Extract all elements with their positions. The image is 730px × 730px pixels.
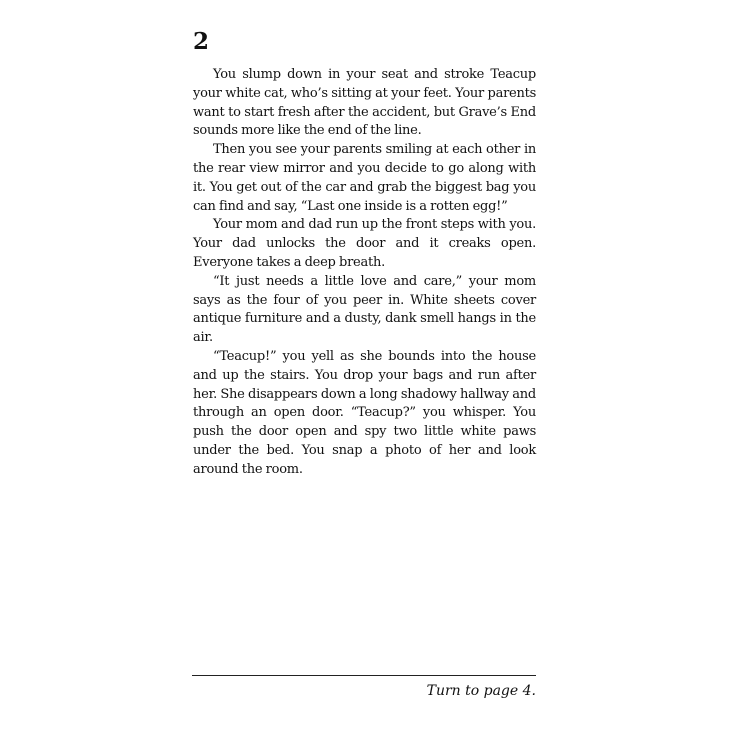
story-text — [193, 66, 536, 480]
paragraph: Then you see your parents smiling at each other in the rear view mirror and you decide to go along with it. You get out of the car and grab the biggest bag you can find and say, “Last one inside is a rotten egg!” — [193, 142, 536, 214]
paragraph: “It just needs a little love and care,” your mom says as the four of you peer in. White sheets cover antique furniture and a dusty, dank smell hangs in the air. — [193, 273, 536, 346]
paragraph: Your mom and dad run up the front steps with you. Your dad unlocks the door and it creaks open. Everyone takes a deep breath. — [193, 217, 536, 270]
paragraph: “Teacup!” you yell as she bounds into the house and up the stairs. You drop your bags and run after her. She disappears down a long shadowy hallway and through an open door. “Teacup?” you whisper. You push the door open and spy two little white paws under the bed. You snap a photo of her and look around the room. — [193, 348, 536, 477]
turn-to-page-instruction: Turn to page 4. — [426, 683, 536, 699]
page-number: 2 — [193, 28, 210, 55]
footer-divider — [192, 675, 536, 676]
paragraph: You slump down in your seat and stroke Teacup your white cat, who’s sitting at your feet. Your parents want to start fresh after the accident, but Grave’s End sounds more like the end of the line. — [193, 67, 536, 139]
